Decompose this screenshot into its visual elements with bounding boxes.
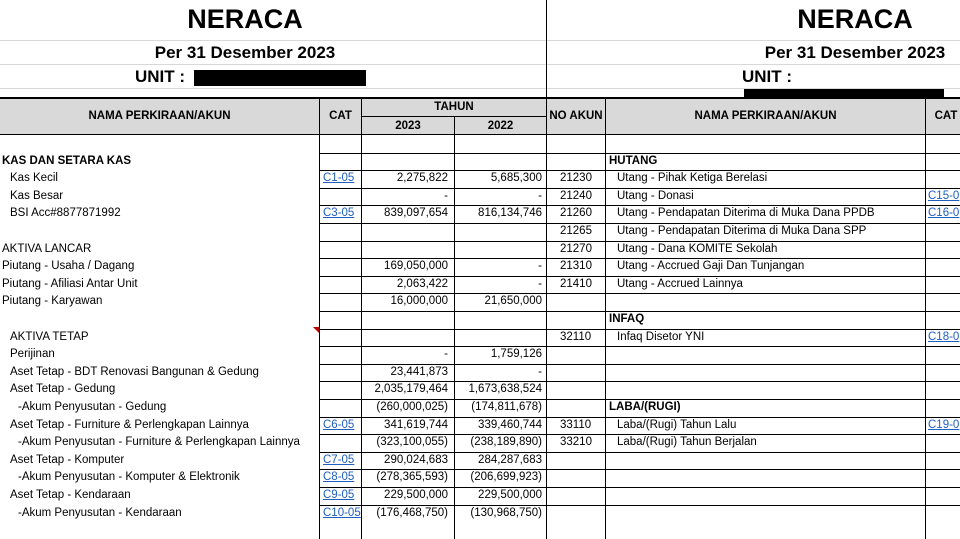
right-row-name: Utang - Dana KOMITE Sekolah <box>617 242 778 255</box>
left-row-2022: - <box>538 260 542 273</box>
left-row-2022 <box>455 241 542 259</box>
left-row-2022 <box>455 153 542 171</box>
right-row-no-akun <box>560 311 604 329</box>
left-row-cat <box>323 346 360 364</box>
right-row-name <box>617 293 924 311</box>
left-row-name: Aset Tetap - Furniture & Perlengkapan Lainnya <box>10 418 249 431</box>
left-row-2023: 2,063,422 <box>396 277 448 290</box>
left-row-cat-link[interactable]: C8-05 <box>323 471 355 484</box>
right-row-name: HUTANG <box>609 154 658 167</box>
left-row-2022: 339,460,744 <box>478 418 542 431</box>
right-row-cat <box>928 153 960 171</box>
right-row-name <box>617 505 924 523</box>
left-row-2023: 169,050,000 <box>384 260 448 273</box>
right-row-cat <box>928 452 960 470</box>
right-row-name: Laba/(Rugi) Tahun Lalu <box>617 418 737 431</box>
left-row-2022: - <box>538 189 542 202</box>
left-row-2023: 229,500,000 <box>384 489 448 501</box>
left-row-2023: (260,000,025) <box>376 401 448 413</box>
right-row-cat <box>928 241 960 259</box>
right-row-name: Utang - Accrued Gaji Dan Tunjangan <box>617 260 805 273</box>
right-row-cat <box>928 381 960 399</box>
left-row-2023 <box>362 241 448 259</box>
left-header-2022: 2022 <box>487 119 514 132</box>
left-row-name: -Akum Penyusutan - Gedung <box>18 401 167 413</box>
left-row-cat-link[interactable]: C1-05 <box>323 172 355 185</box>
left-row-name: Piutang - Karyawan <box>2 295 103 308</box>
right-row-no-akun: 21230 <box>560 172 592 185</box>
right-row-cat-link[interactable]: C18-0 <box>928 330 960 343</box>
right-row-no-akun <box>560 487 604 505</box>
left-row-2022: 21,650,000 <box>484 295 542 308</box>
left-row-2023 <box>362 135 448 153</box>
right-row-no-akun <box>560 505 604 523</box>
left-row-2022 <box>455 311 542 329</box>
left-unit-label: UNIT : <box>135 67 186 86</box>
right-row-cat <box>928 434 960 452</box>
right-unit-label: UNIT : <box>742 67 793 86</box>
left-row-2023: 341,619,744 <box>384 418 448 431</box>
right-row-no-akun <box>560 364 604 382</box>
right-row-cat <box>928 399 960 417</box>
left-row-name: -Akum Penyusutan - Komputer & Elektronik <box>18 471 240 484</box>
left-row-name: -Akum Penyusutan - Furniture & Perlengkapan Lainnya <box>18 436 300 449</box>
left-title: NERACA <box>187 4 303 34</box>
left-row-2022 <box>455 135 542 153</box>
left-row-2022: (174,811,678) <box>471 401 542 413</box>
right-row-cat-link[interactable]: C19-0 <box>928 418 960 431</box>
left-row-name: BSI Acc#8877871992 <box>10 207 121 220</box>
left-row-2023: - <box>444 348 448 361</box>
left-row-2023: 2,275,822 <box>396 172 448 185</box>
left-row-name: -Akum Penyusutan - Kendaraan <box>18 506 182 519</box>
left-row-2022: (206,699,923) <box>470 471 542 484</box>
left-row-name <box>2 223 317 241</box>
left-header-account: NAMA PERKIRAAN/AKUN <box>88 110 231 122</box>
left-row-2022: 1,759,126 <box>490 348 542 361</box>
right-row-no-akun <box>560 469 604 487</box>
right-row-no-akun: 21310 <box>560 260 592 273</box>
left-row-cat-link[interactable]: C9-05 <box>323 489 355 501</box>
right-row-name: Infaq Disetor YNI <box>617 330 705 343</box>
right-row-name: Utang - Pendapatan Diterima di Muka Dana PPDB <box>617 207 875 220</box>
left-row-cat <box>323 223 360 241</box>
left-row-2023: 2,035,179,464 <box>374 383 448 396</box>
right-row-cat <box>928 505 960 523</box>
left-unit-redaction <box>194 70 366 86</box>
left-header-cat: CAT <box>329 110 352 122</box>
left-row-cat <box>323 135 360 153</box>
right-row-name: INFAQ <box>609 313 645 325</box>
left-row-2022: - <box>538 277 542 290</box>
left-period: Per 31 Desember 2023 <box>154 43 336 62</box>
left-row-2023: 290,024,683 <box>384 453 448 466</box>
left-row-2023: 23,441,873 <box>390 365 448 378</box>
right-row-no-akun <box>560 399 604 417</box>
right-row-no-akun: 33210 <box>560 436 592 449</box>
left-row-cat-link[interactable]: C7-05 <box>323 453 355 466</box>
left-row-2023: 839,097,654 <box>384 207 448 220</box>
left-row-cat <box>323 241 360 259</box>
right-row-cat <box>928 364 960 382</box>
left-row-cat <box>323 293 360 311</box>
left-row-cat-link[interactable]: C6-05 <box>323 418 355 431</box>
right-header-no-akun: NO AKUN <box>549 110 603 122</box>
right-row-name <box>617 487 924 505</box>
right-row-name: Utang - Accrued Lainnya <box>617 277 743 290</box>
right-row-cat <box>928 170 960 188</box>
left-row-name: Piutang - Afiliasi Antar Unit <box>2 277 138 290</box>
left-unit-row <box>135 67 366 87</box>
left-row-name: Piutang - Usaha / Dagang <box>2 260 135 273</box>
left-row-cat <box>323 399 360 417</box>
right-period: Per 31 Desember 2023 <box>764 43 946 62</box>
left-row-2022 <box>455 223 542 241</box>
right-row-cat <box>928 469 960 487</box>
left-row-2023 <box>362 223 448 241</box>
right-row-no-akun: 21410 <box>560 277 592 290</box>
right-row-no-akun: 21265 <box>560 225 592 237</box>
left-row-2022: 284,287,683 <box>478 453 542 466</box>
right-row-no-akun <box>560 293 604 311</box>
right-row-cat <box>928 487 960 505</box>
right-row-no-akun: 33110 <box>560 418 592 431</box>
left-row-cat <box>323 329 360 347</box>
left-row-2023: (176,468,750) <box>376 506 448 519</box>
left-row-cat <box>323 188 360 206</box>
right-row-cat <box>928 346 960 364</box>
right-row-cat <box>928 135 960 153</box>
right-row-no-akun: 21260 <box>560 207 592 220</box>
right-row-cat <box>928 258 960 276</box>
right-row-name <box>617 381 924 399</box>
left-row-name: AKTIVA TETAP <box>10 330 89 343</box>
right-row-name: Utang - Pendapatan Diterima di Muka Dana SPP <box>617 225 867 237</box>
left-row-cat <box>323 258 360 276</box>
left-header-tahun: TAHUN <box>434 101 474 113</box>
right-row-cat <box>928 311 960 329</box>
right-row-no-akun: 21270 <box>560 242 592 255</box>
left-row-2022: 229,500,000 <box>478 489 542 501</box>
left-row-cat <box>323 381 360 399</box>
left-row-cat-link[interactable]: C3-05 <box>323 207 355 220</box>
left-row-cat <box>323 311 360 329</box>
left-row-2022: 1,673,638,524 <box>468 383 542 396</box>
right-row-cat-link[interactable]: C16-0 <box>928 207 960 220</box>
left-row-cat <box>323 276 360 294</box>
left-row-cat <box>323 434 360 452</box>
left-row-cat <box>323 153 360 171</box>
left-row-2022: 816,134,746 <box>478 207 542 220</box>
right-row-name <box>617 364 924 382</box>
right-row-no-akun: 21240 <box>560 189 592 202</box>
left-row-2023: (278,365,593) <box>376 471 448 484</box>
left-row-2023: - <box>444 189 448 202</box>
right-row-no-akun <box>560 346 604 364</box>
left-row-name: AKTIVA LANCAR <box>2 242 92 255</box>
right-title: NERACA <box>797 4 913 34</box>
right-row-cat <box>928 276 960 294</box>
right-header-account: NAMA PERKIRAAN/AKUN <box>694 110 837 122</box>
right-row-name: Utang - Pihak Ketiga Berelasi <box>617 172 768 185</box>
left-row-cat-link[interactable]: C10-05 <box>323 506 361 519</box>
left-row-name <box>2 311 317 329</box>
left-row-name: Aset Tetap - Gedung <box>10 383 116 396</box>
left-header-2023: 2023 <box>395 119 421 132</box>
right-row-name: Laba/(Rugi) Tahun Berjalan <box>617 436 757 449</box>
left-row-name: Aset Tetap - BDT Renovasi Bangunan & Gedung <box>10 365 259 378</box>
left-row-2023: 16,000,000 <box>390 295 448 308</box>
left-row-2022 <box>455 329 542 347</box>
left-row-2023 <box>362 311 448 329</box>
right-row-cat-link[interactable]: C15-0 <box>928 189 960 202</box>
right-row-name <box>617 135 924 153</box>
right-row-no-akun <box>560 135 604 153</box>
right-row-no-akun <box>560 153 604 171</box>
left-row-name: Kas Kecil <box>10 172 58 185</box>
right-row-cat <box>928 223 960 241</box>
right-row-no-akun <box>560 381 604 399</box>
left-row-2022: (130,968,750) <box>470 506 542 519</box>
left-row-2022: - <box>538 365 542 378</box>
left-row-2023 <box>362 329 448 347</box>
right-header-cat: CAT <box>934 110 958 122</box>
left-row-2022: (238,189,890) <box>470 436 542 449</box>
left-row-2023: (323,100,055) <box>376 436 448 449</box>
left-row-name: Aset Tetap - Kendaraan <box>10 489 131 501</box>
left-row-2022: 5,685,300 <box>490 172 542 185</box>
right-row-cat <box>928 293 960 311</box>
right-row-name <box>617 452 924 470</box>
right-row-no-akun: 32110 <box>560 330 592 343</box>
right-row-name <box>617 346 924 364</box>
left-row-name: Kas Besar <box>10 189 64 202</box>
left-row-name: Perijinan <box>10 348 55 361</box>
right-row-name <box>617 469 924 487</box>
left-row-name <box>2 135 317 153</box>
left-row-name: Aset Tetap - Komputer <box>10 453 125 466</box>
right-row-name: Utang - Donasi <box>617 189 694 202</box>
left-row-name: KAS DAN SETARA KAS <box>2 154 132 167</box>
right-row-name: LABA/(RUGI) <box>609 401 681 413</box>
right-row-no-akun <box>560 452 604 470</box>
left-row-2023 <box>362 153 448 171</box>
left-row-cat <box>323 364 360 382</box>
